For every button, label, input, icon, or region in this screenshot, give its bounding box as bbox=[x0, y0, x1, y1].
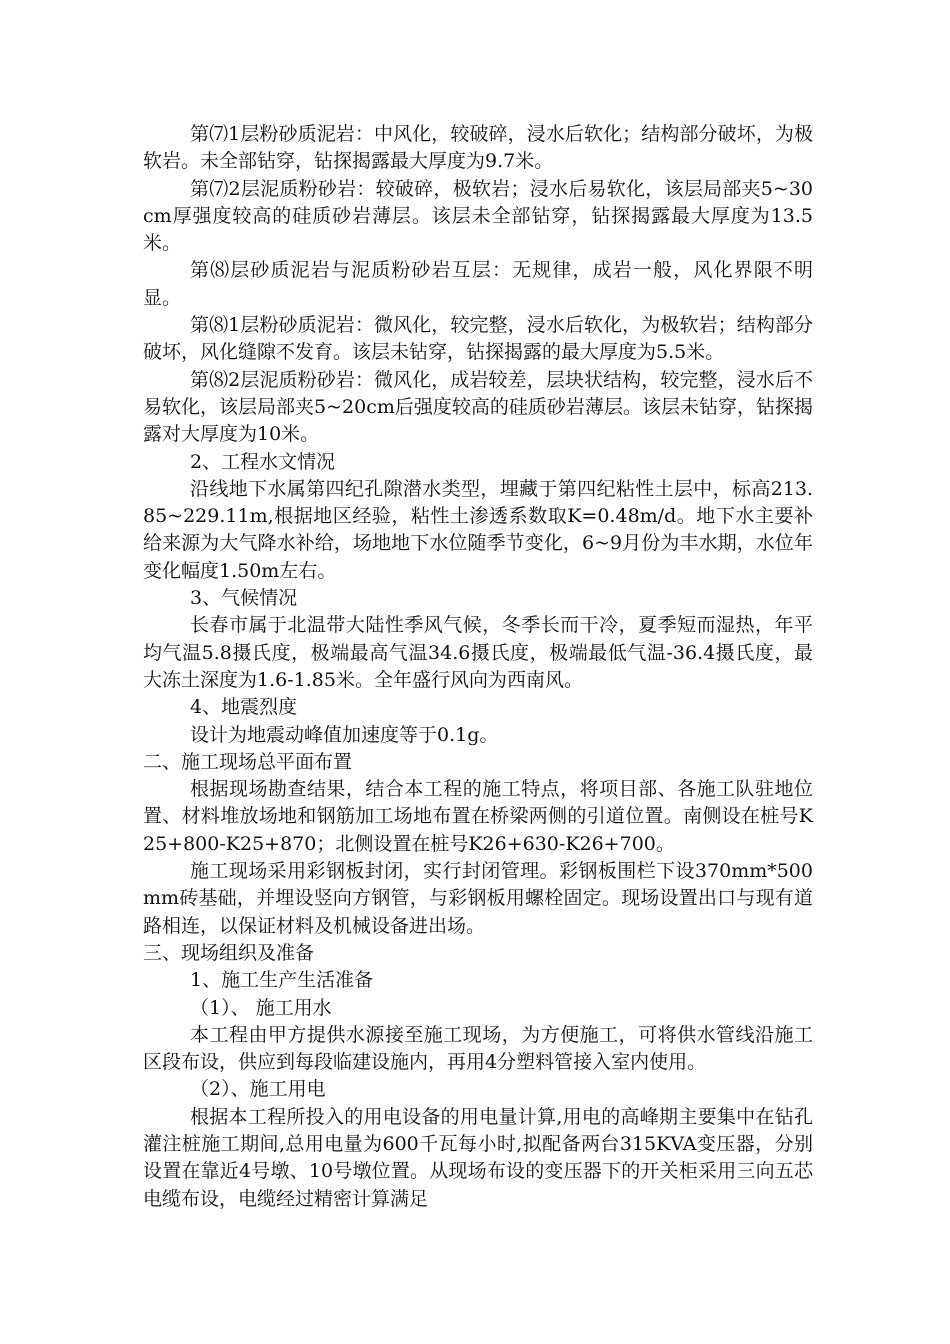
paragraph-water-supply: 本工程由甲方提供水源接至施工现场，为方便施工，可将供水管线沿施工区段布设，供应到每段临建设施内，再用4分塑料管接入室内使用。 bbox=[143, 1023, 813, 1074]
paragraph-site-enclosure: 施工现场采用彩钢板封闭，实行封闭管理。彩钢板围栏下设370mm*500mm砖基础，并埋设竖向方钢管，与彩钢板用螺栓固定。现场设置出口与现有道路相连，以保证材料及机械设备进出场。 bbox=[143, 860, 813, 937]
heading-climate: 3、气候情况 bbox=[190, 587, 298, 610]
heading-hydrology: 2、工程水文情况 bbox=[190, 450, 336, 473]
paragraph-seismic: 设计为地震动峰值加速度等于0.1g。 bbox=[190, 723, 499, 746]
heading-power-supply: （2）、施工用电 bbox=[190, 1078, 326, 1101]
paragraph-layer-7-1: 第⑺1层粉砂质泥岩：中风化，较破碎，浸水后软化；结构部分破坏，为极软岩。未全部钻穿，钻探揭露最大厚度为9.7米。 bbox=[143, 123, 813, 173]
paragraph-power-supply: 根据本工程所投入的用电设备的用电量计算,用电的高峰期主要集中在钻孔灌注桩施工期间,总用电量为600千瓦每小时,拟配备两台315KVA变压器，分别设置在靠近4号墩、10号墩位置。从现场布设的变压器下的开关柜采用三向五芯电缆布设，电缆经过精密计算满足 bbox=[143, 1105, 813, 1210]
heading-site-layout: 二、施工现场总平面布置 bbox=[143, 750, 353, 773]
heading-site-organization: 三、现场组织及准备 bbox=[143, 941, 315, 964]
paragraph-layer-7-2: 第⑺2层泥质粉砂岩：较破碎，极软岩；浸水后易软化，该层局部夹5~30cm厚强度较高的硅质砂岩薄层。该层未全部钻穿，钻探揭露最大厚度为13.5米。 bbox=[143, 177, 813, 255]
heading-production-prep: 1、施工生产生活准备 bbox=[190, 969, 374, 992]
heading-seismic: 4、地震烈度 bbox=[190, 696, 298, 719]
paragraph-hydrology: 沿线地下水属第四纪孔隙潜水类型，埋藏于第四纪粘性土层中，标高213.85~229.11m,根据地区经验，粘性土渗透系数取K=0.48m/d。地下水主要补给来源为大气降水补给，场地地下水位随季节变化，6~9月份为丰水期，水位年变化幅度1.50m左右。 bbox=[143, 477, 813, 582]
heading-water-supply: （1）、 施工用水 bbox=[190, 996, 332, 1019]
document-page bbox=[143, 121, 813, 1213]
paragraph-layer-8-1: 第⑻1层粉砂质泥岩：微风化，较完整，浸水后软化，为极软岩；结构部分破坏，风化缝隙不发育。该层未钻穿，钻探揭露的最大厚度为5.5米。 bbox=[143, 314, 813, 364]
paragraph-layer-8: 第⑻层砂质泥岩与泥质粉砂岩互层：无规律，成岩一般，风化界限不明显。 bbox=[143, 259, 813, 309]
paragraph-layer-8-2: 第⑻2层泥质粉砂岩：微风化，成岩较差，层块状结构，较完整，浸水后不易软化，该层局部夹5~20cm后强度较高的硅质砂岩薄层。该层未钻穿，钻探揭露对大厚度为10米。 bbox=[143, 368, 813, 446]
paragraph-site-layout: 根据现场勘查结果，结合本工程的施工特点，将项目部、各施工队驻地位置、材料堆放场地和钢筋加工场地布置在桥梁两侧的引道位置。南侧设在桩号K25+800-K25+870；北侧设置在桩号K26+630-K26+700。 bbox=[143, 778, 813, 855]
paragraph-climate: 长春市属于北温带大陆性季风气候，冬季长而干冷，夏季短而湿热，年平均气温5.8摄氏度，极端最高气温34.6摄氏度，极端最低气温-36.4摄氏度，最大冻土深度为1.6-1.85米。全年盛行风向为西南风。 bbox=[143, 614, 813, 691]
